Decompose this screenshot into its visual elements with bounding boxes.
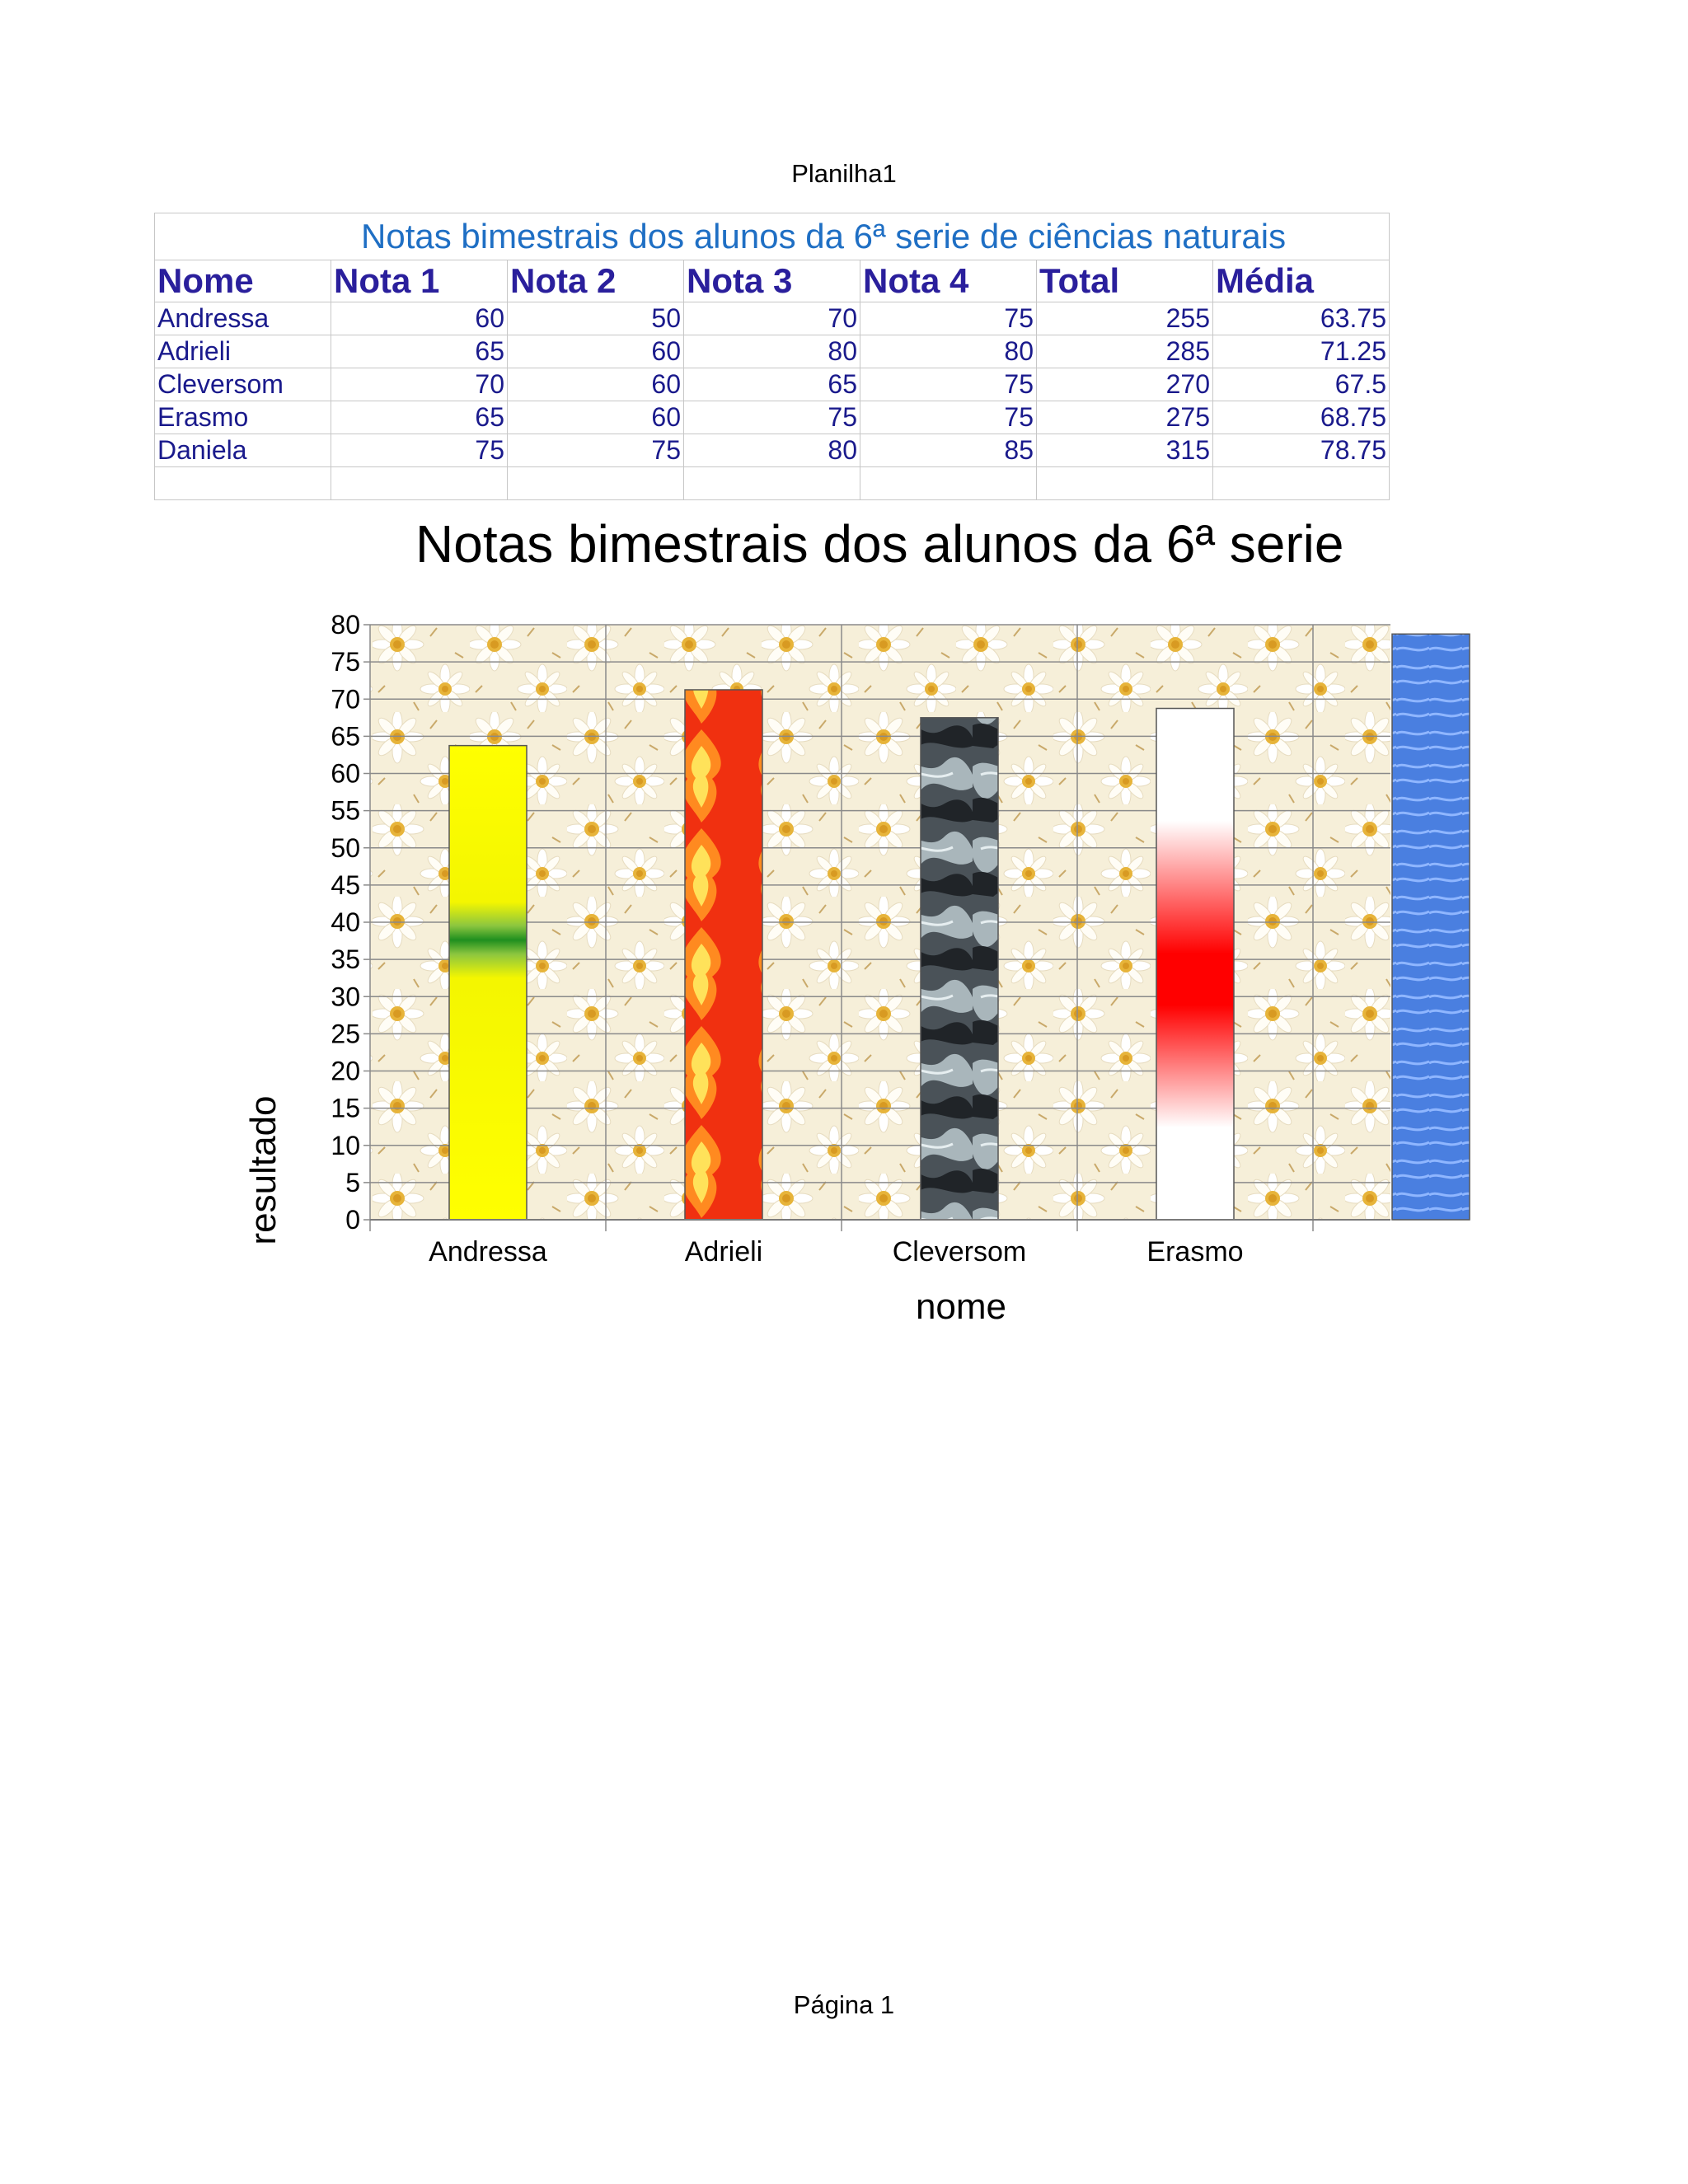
column-header[interactable]: Nota 1	[331, 260, 508, 302]
x-tick-label: Cleversom	[892, 1236, 1027, 1268]
table-row	[155, 302, 1390, 335]
y-axis	[331, 610, 360, 1235]
grade-cell[interactable]: 65	[684, 368, 860, 401]
grade-cell[interactable]: 75	[860, 302, 1037, 335]
x-tick-label: Andressa	[429, 1236, 547, 1268]
table-row	[155, 335, 1390, 368]
grade-cell[interactable]: 60	[508, 401, 684, 434]
student-name-cell[interactable]: Andressa	[155, 302, 331, 335]
empty-cell[interactable]	[1037, 467, 1213, 500]
grade-cell[interactable]: 75	[684, 401, 860, 434]
y-tick-label: 5	[345, 1167, 360, 1197]
student-name-cell[interactable]: Adrieli	[155, 335, 331, 368]
y-tick-label: 50	[331, 832, 360, 863]
y-tick-label: 75	[331, 647, 360, 677]
column-header[interactable]: Nota 4	[860, 260, 1037, 302]
column-header[interactable]: Nota 2	[508, 260, 684, 302]
table-row	[155, 368, 1390, 401]
page-header: Planilha1	[791, 159, 897, 188]
grade-cell[interactable]: 75	[508, 434, 684, 467]
student-name-cell[interactable]: Erasmo	[155, 401, 331, 434]
empty-cell[interactable]	[508, 467, 684, 500]
x-axis-label: nome	[915, 1286, 1007, 1327]
column-header[interactable]: Média	[1213, 260, 1390, 302]
grade-cell[interactable]: 80	[860, 335, 1037, 368]
y-axis-label: resultado	[243, 1095, 284, 1245]
y-tick-label: 60	[331, 758, 360, 789]
page-footer: Página 1	[793, 1990, 895, 2019]
table-row	[155, 401, 1390, 434]
empty-cell[interactable]	[684, 467, 860, 500]
empty-row	[155, 467, 1390, 500]
grade-cell[interactable]: 60	[508, 368, 684, 401]
grade-cell[interactable]: 75	[331, 434, 508, 467]
y-tick-label: 10	[331, 1130, 360, 1160]
x-tick-label: Adrieli	[684, 1236, 763, 1268]
y-tick-label: 45	[331, 869, 360, 900]
y-tick-label: 40	[331, 907, 360, 937]
student-name-cell[interactable]: Daniela	[155, 434, 331, 467]
grade-cell[interactable]: 85	[860, 434, 1037, 467]
bar-cleversom	[921, 718, 998, 1220]
y-tick-label: 15	[331, 1093, 360, 1123]
empty-cell[interactable]	[155, 467, 331, 500]
sheet-title: Notas bimestrais dos alunos da 6ª serie de ciências naturais	[155, 213, 1390, 260]
grade-cell[interactable]: 275	[1037, 401, 1213, 434]
grade-cell[interactable]: 65	[331, 401, 508, 434]
y-tick-label: 65	[331, 721, 360, 752]
bar-chart	[243, 514, 1390, 1360]
grade-cell[interactable]: 285	[1037, 335, 1213, 368]
grade-cell[interactable]: 315	[1037, 434, 1213, 467]
x-axis	[370, 1220, 1390, 1268]
grade-cell[interactable]: 70	[684, 302, 860, 335]
column-header[interactable]: Nome	[155, 260, 331, 302]
grade-cell[interactable]: 71.25	[1213, 335, 1390, 368]
empty-cell[interactable]	[1213, 467, 1390, 500]
grade-cell[interactable]: 67.5	[1213, 368, 1390, 401]
grade-cell[interactable]: 68.75	[1213, 401, 1390, 434]
y-tick-label: 35	[331, 944, 360, 975]
grade-cell[interactable]: 80	[684, 434, 860, 467]
bar-series-4	[1392, 634, 1470, 1220]
y-tick-label: 30	[331, 982, 360, 1012]
empty-cell[interactable]	[331, 467, 508, 500]
grade-cell[interactable]: 78.75	[1213, 434, 1390, 467]
chart-area	[243, 514, 1390, 1360]
grade-cell[interactable]: 50	[508, 302, 684, 335]
grade-cell[interactable]: 270	[1037, 368, 1213, 401]
y-tick-label: 70	[331, 684, 360, 715]
y-tick-label: 25	[331, 1019, 360, 1049]
grade-cell[interactable]: 63.75	[1213, 302, 1390, 335]
empty-cell[interactable]	[860, 467, 1037, 500]
grade-cell[interactable]: 255	[1037, 302, 1213, 335]
bar-andressa	[449, 746, 527, 1220]
y-tick-label: 55	[331, 795, 360, 826]
spreadsheet-table	[154, 213, 1390, 500]
y-tick-label: 0	[345, 1205, 360, 1235]
grade-cell[interactable]: 65	[331, 335, 508, 368]
table-row	[155, 434, 1390, 467]
student-name-cell[interactable]: Cleversom	[155, 368, 331, 401]
chart-title: Notas bimestrais dos alunos da 6ª serie	[415, 514, 1344, 574]
grade-cell[interactable]: 70	[331, 368, 508, 401]
column-header[interactable]: Total	[1037, 260, 1213, 302]
y-tick-label: 20	[331, 1056, 360, 1086]
x-tick-label: Erasmo	[1146, 1236, 1244, 1268]
column-header[interactable]: Nota 3	[684, 260, 860, 302]
grade-cell[interactable]: 75	[860, 401, 1037, 434]
grade-cell[interactable]: 75	[860, 368, 1037, 401]
grade-cell[interactable]: 60	[331, 302, 508, 335]
y-tick-label: 80	[331, 610, 360, 640]
grade-cell[interactable]: 80	[684, 335, 860, 368]
bar-adrieli	[685, 690, 762, 1220]
bar-erasmo	[1156, 709, 1234, 1220]
grade-cell[interactable]: 60	[508, 335, 684, 368]
